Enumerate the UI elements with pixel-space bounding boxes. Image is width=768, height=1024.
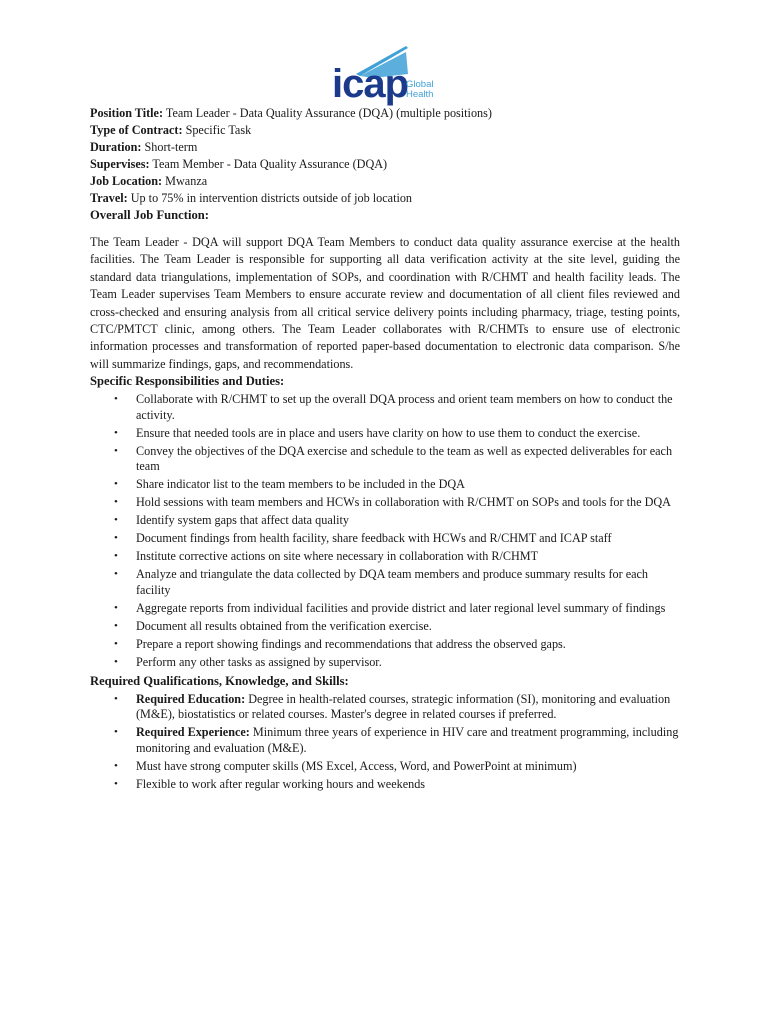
list-item-text: Perform any other tasks as assigned by supervisor. <box>136 654 382 669</box>
list-item <box>90 637 680 653</box>
bullet-icon: • <box>114 496 118 509</box>
list-item <box>90 759 680 775</box>
list-item-text: Must have strong computer skills (MS Excel, Access, Word, and PowerPoint at minimum) <box>136 758 577 773</box>
list-item <box>90 725 680 756</box>
overall-function-text: The Team Leader - DQA will support DQA Team Members to conduct data quality assurance exercise at the health facilities. The Team Leader is responsible for supporting all data verification activity at the site level, guiding the standard data triangulations, implementation of SOPs, and coordination with R/CHMT and health facility leads. The Team Leader supervises Team Members to ensure accurate review and documentation of all client files reviewed and cross-checked and ensuring analysis from all critical service delivery points including pharmacy, triage, testing points, CTC/PMTCT clinic, among others. The Team Leader collaborates with R/CHMTs to ensure use of electronic information processes and transformation of reported paper-based documentation to electronic data comparison. S/he will summarize findings, gaps, and recommendations. <box>90 235 680 371</box>
bullet-icon: • <box>114 619 118 632</box>
bullet-icon: • <box>114 655 118 668</box>
list-item-text: Share indicator list to the team members to be included in the DQA <box>136 477 465 492</box>
meta-supervises: Supervises: Team Member - Data Quality Assurance (DQA) <box>90 157 388 171</box>
list-item-text: Identify system gaps that affect data quality <box>136 513 349 528</box>
meta-contract-type: Type of Contract: Specific Task <box>90 123 252 137</box>
list-item-text: Analyze and triangulate the data collected by DQA team members and produce summary results for each facility <box>136 567 649 597</box>
logo-wordmark: icap <box>332 62 409 106</box>
bullet-icon: • <box>114 777 118 790</box>
list-item-text: Hold sessions with team members and HCWs in collaboration with R/CHMT on SOPs and tools for the DQA <box>136 495 671 510</box>
bullet-icon: • <box>114 532 118 545</box>
bullet-icon: • <box>114 393 118 406</box>
list-item-text: Minimum three years of experience in HIV care and treatment programming, including monitoring and evaluation (M&E). <box>136 725 679 755</box>
list-item-text: Prepare a report showing findings and recommendations that address the observed gaps. <box>136 636 566 651</box>
meta-duration: Duration: Short-term <box>90 140 198 154</box>
bullet-icon: • <box>114 568 118 581</box>
list-item <box>90 426 680 442</box>
list-item <box>90 392 680 423</box>
list-item-text: Document findings from health facility, share feedback with HCWs and R/CHMT and ICAP staff <box>136 531 612 546</box>
bullet-icon: • <box>114 514 118 527</box>
logo-tagline <box>406 80 433 100</box>
list-item-text: Ensure that needed tools are in place and users have clarity on how to use them to conduct the exercise. <box>136 425 641 440</box>
bullet-icon: • <box>114 637 118 650</box>
qualifications-list <box>90 692 680 793</box>
responsibilities-list <box>90 392 680 670</box>
list-item <box>90 513 680 529</box>
list-item <box>90 567 680 598</box>
list-item <box>90 619 680 635</box>
responsibilities-heading: Specific Responsibilities and Duties: <box>90 374 285 389</box>
list-item-text: Aggregate reports from individual facilities and provide district and later regional level summary of findings <box>136 600 666 615</box>
list-item <box>90 495 680 511</box>
list-item <box>90 531 680 547</box>
bullet-icon: • <box>114 601 118 614</box>
bullet-icon: • <box>114 426 118 439</box>
qualifications-heading: Required Qualifications, Knowledge, and Skills: <box>90 673 349 688</box>
bullet-icon: • <box>114 444 118 457</box>
list-item <box>90 777 680 793</box>
list-item <box>90 692 680 723</box>
logo-tagline-line1: Global <box>406 79 434 90</box>
bullet-icon: • <box>114 759 118 772</box>
list-item-text: Convey the objectives of the DQA exercise and schedule to the team as well as expected deliverables for each team <box>136 443 673 474</box>
icap-logo <box>330 44 442 106</box>
list-item-label: Required Experience: <box>136 725 250 740</box>
list-item-text: Institute corrective actions on site where necessary in collaboration with R/CHMT <box>136 549 539 564</box>
bullet-icon: • <box>114 726 118 739</box>
logo-tagline-line2: Health <box>406 89 434 100</box>
overall-function-heading: Overall Job Function: <box>90 208 209 222</box>
list-item-text: Collaborate with R/CHMT to set up the overall DQA process and orient team members on how to conduct the activity. <box>136 392 673 422</box>
position-details <box>90 105 680 207</box>
meta-job-location: Job Location: Mwanza <box>90 174 208 188</box>
list-item-text: Degree in health-related courses, strategic information (SI), monitoring and evaluation (M&E), biostatistics or related courses. Master's degree in related courses if preferred. <box>136 691 671 722</box>
list-item <box>90 601 680 617</box>
document-body <box>90 105 680 795</box>
list-item <box>90 655 680 671</box>
bullet-icon: • <box>114 550 118 563</box>
list-item-text: Document all results obtained from the verification exercise. <box>136 618 432 633</box>
list-item <box>90 549 680 565</box>
list-item <box>90 477 680 493</box>
list-item-label: Required Education: <box>136 691 246 706</box>
meta-travel: Travel: Up to 75% in intervention districts outside of job location <box>90 191 413 205</box>
list-item <box>90 444 680 475</box>
list-item-text: Flexible to work after regular working hours and weekends <box>136 776 426 791</box>
bullet-icon: • <box>114 692 118 705</box>
bullet-icon: • <box>114 478 118 491</box>
meta-position-title: Position Title: Team Leader - Data Quality Assurance (DQA) (multiple positions) <box>90 106 492 120</box>
